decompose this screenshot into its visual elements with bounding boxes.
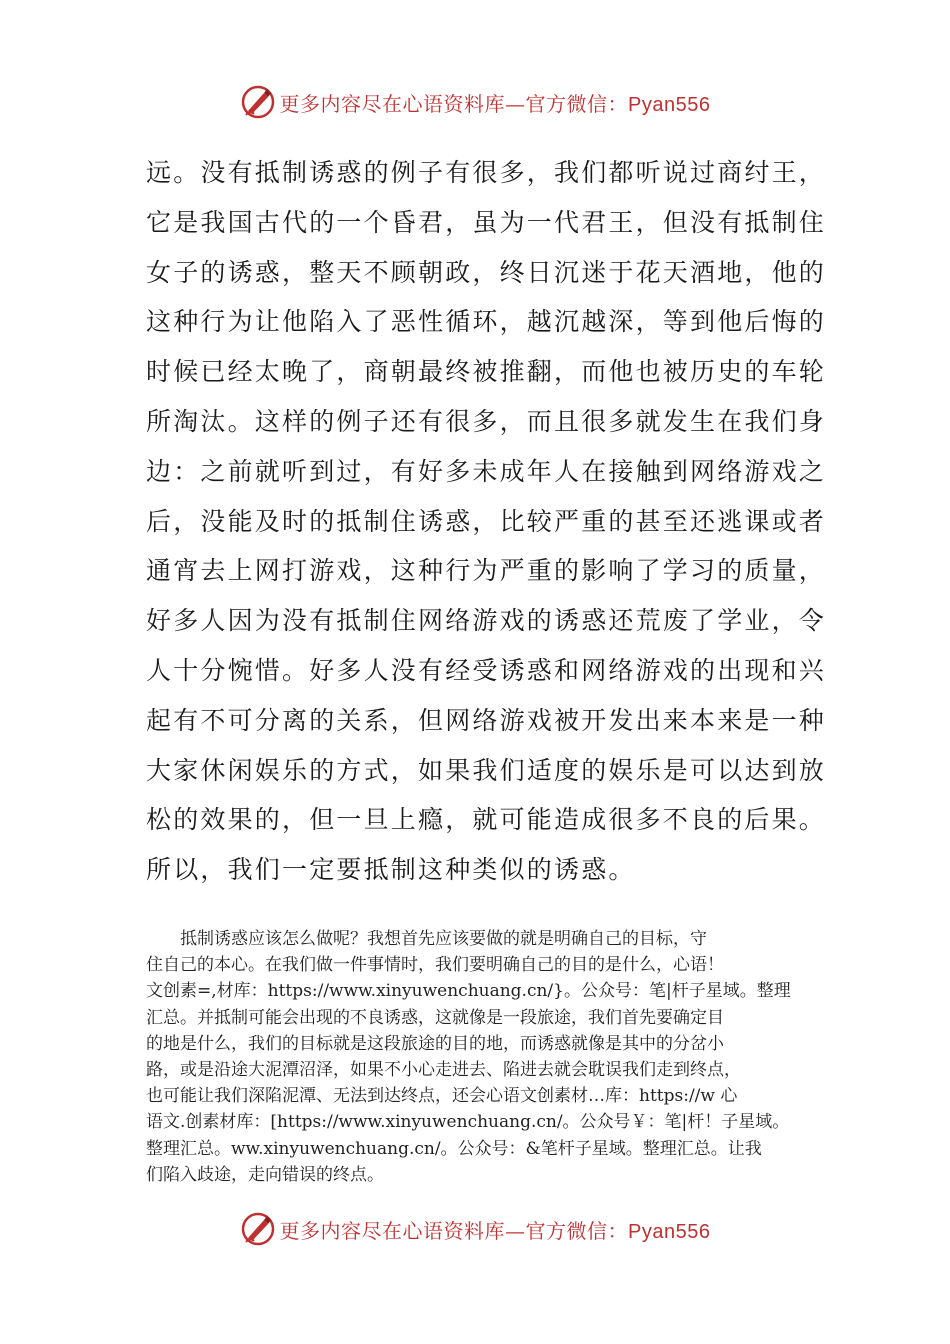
text-line: 们陷入歧途，走向错误的终点。: [146, 1164, 384, 1185]
pen-logo-icon: [240, 1211, 276, 1247]
text-line: 后，没能及时的抵制住诱惑，比较严重的甚至还逃课或者: [146, 506, 827, 536]
text-line: 也可能让我们深陷泥潭、无法到达终点，还会心语文创素材…库：https://w 心: [146, 1086, 738, 1107]
text-line: 整理汇总。ww.xinyuwenchuang.cn/。公众号：&笔杆子星域。整理汇总。让我: [146, 1138, 762, 1159]
text-line: 文创素=,材库：https://www.xinyuwenchuang.cn/}。公众号：笔|杆子星域。整理: [146, 981, 791, 1002]
text-line: 路，或是沿途大泥潭沼泽，如果不小心走进去、陷进去就会耽误我们走到终点，: [146, 1060, 741, 1081]
text-line: 它是我国古代的一个昏君，虽为一代君王，但没有抵制住: [146, 207, 827, 237]
text-line: 抵制诱惑应该怎么做呢？我想首先应该要做的就是明确自己的目标，守: [146, 929, 707, 949]
text-line: 大家休闲娱乐的方式，如果我们适度的娱乐是可以达到放: [146, 755, 827, 785]
pen-logo-icon: [240, 84, 276, 120]
text-line: 好多人因为没有抵制住网络游戏的诱惑还荒废了学业，令: [146, 606, 827, 636]
text-line: 时候已经太晚了，商朝最终被推翻，而他也被历史的车轮: [146, 357, 827, 387]
footer-watermark: [0, 1209, 950, 1249]
text-line: 这种行为让他陷入了恶性循环，越沉越深，等到他后悔的: [146, 307, 827, 337]
text-line: 所淘汰。这样的例子还有很多，而且很多就发生在我们身: [146, 406, 827, 436]
text-line: 远。没有抵制诱惑的例子有很多，我们都听说过商纣王，: [146, 158, 827, 187]
text-line: 住自己的本心。在我们做一件事情时，我们要明确自己的目的是什么，心语！: [146, 955, 724, 976]
text-line: 松的效果的，但一旦上瘾，就可能造成很多不良的后果。: [146, 805, 827, 835]
header-watermark-text: 更多内容尽在心语资料库—官方微信：Pyan556: [279, 91, 711, 116]
text-line: 人十分惋惜。好多人没有经受诱惑和网络游戏的出现和兴: [146, 655, 827, 685]
main-paragraph: [146, 148, 826, 895]
text-line: 的地是什么，我们的目标就是这段旅途的目的地，而诱惑就像是其中的分岔小: [146, 1033, 724, 1054]
second-paragraph: [146, 926, 812, 1188]
text-line: 起有不可分离的关系，但网络游戏被开发出来本来是一种: [146, 705, 827, 735]
text-line: 语文.创素材库：[https://www.xinyuwenchuang.cn/。公众号￥：笔|杆！子星域。: [146, 1112, 790, 1133]
text-line: 边：之前就听到过，有好多未成年人在接触到网络游戏之: [146, 456, 827, 486]
header-watermark: [0, 82, 950, 122]
footer-watermark-text: 更多内容尽在心语资料库—官方微信：Pyan556: [279, 1218, 711, 1243]
text-line: 所以，我们一定要抵制这种类似的诱惑。: [146, 855, 636, 885]
text-line: 女子的诱惑，整天不顾朝政，终日沉迷于花天酒地，他的: [146, 257, 827, 287]
text-line: 通宵去上网打游戏，这种行为严重的影响了学习的质量，: [146, 556, 827, 586]
text-line: 汇总。并抵制可能会出现的不良诱惑，这就像是一段旅途，我们首先要确定目: [146, 1007, 724, 1028]
